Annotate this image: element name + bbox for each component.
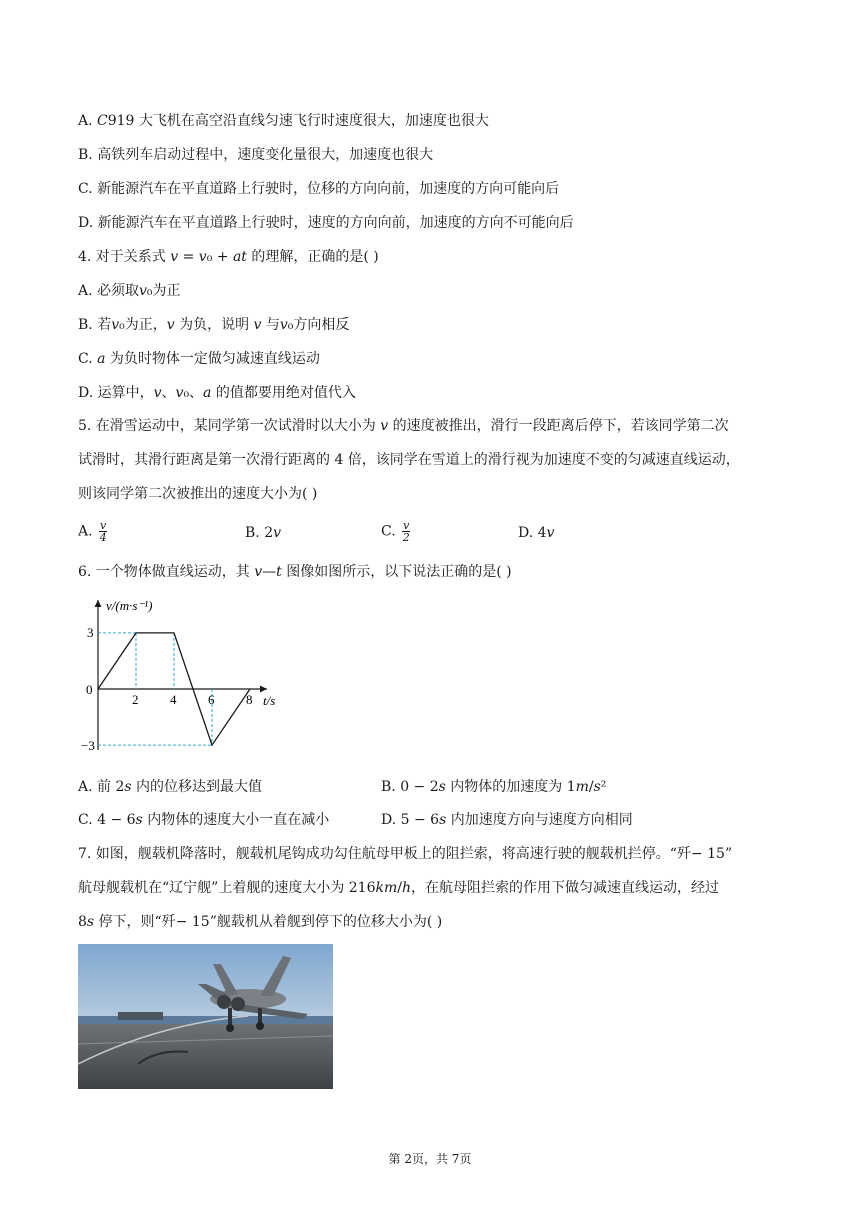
q5-option-d: D. 4𝑣: [518, 525, 555, 541]
q3-option-a: A. 𝐶919 大飞机在高空沿直线匀速飞行时速度很大，加速度也很大: [78, 113, 489, 129]
fighter-jet-landing-photo: [78, 944, 333, 1089]
q5-option-c: C. $\frac{\text{𝑣}}{2}$: [381, 519, 410, 544]
fraction: $\frac{\text{𝑣}}{4}$: [99, 519, 107, 544]
page-footer: 第 2页，共 7页: [388, 1152, 472, 1166]
q5-stem-line1: 5. 在滑雪运动中，某同学第一次试滑时以大小为 𝑣 的速度被推出，滑行一段距离后停下，若该同学第二次: [78, 418, 729, 434]
q6-option-d: D. 5 − 6𝑠 内加速度方向与速度方向相同: [381, 812, 633, 828]
q7-stem-line2: 航母舰载机在“辽宁舰”上着舰的速度大小为 216𝑘𝑚/ℎ，在航母阻拦索的作用下做匀减速直线运动，经过: [78, 880, 719, 896]
origin-label: 0: [86, 682, 93, 697]
x-tick-label: 4: [170, 692, 177, 707]
q5-option-a: A. $\frac{\text{𝑣}}{4}$: [78, 519, 107, 544]
q5-option-b: B. 2𝑣: [245, 525, 282, 541]
q5-stem-line3: 则该同学第二次被推出的速度大小为( ): [78, 486, 318, 502]
q6-option-c: C. 4 − 6𝑠 内物体的速度大小一直在减小: [78, 812, 330, 828]
q4-option-b: B. 若𝑣₀为正，𝑣 为负，说明 𝑣 与𝑣₀方向相反: [78, 317, 350, 333]
x-axis-label: t/s: [263, 693, 276, 708]
x-tick-label: 2: [132, 692, 139, 707]
q6-stem: 6. 一个物体做直线运动，其 𝑣—𝑡 图像如图所示，以下说法正确的是( ): [78, 564, 512, 580]
y-axis-label: v/(m·s⁻¹): [106, 598, 153, 613]
y-tick-label-3: 3: [87, 625, 94, 640]
q4-option-c: C. 𝑎 为负时物体一定做匀减速直线运动: [78, 351, 320, 367]
x-tick-labels: [132, 692, 253, 707]
q4-stem: 4. 对于关系式 𝑣 = 𝑣₀ + 𝑎𝑡 的理解，正确的是( ): [78, 249, 379, 265]
q7-stem-line3: 8𝑠 停下，则“歼− 15”舰载机从着舰到停下的位移大小为( ): [78, 914, 443, 930]
q6-option-b: B. 0 − 2𝑠 内物体的加速度为 1𝑚/𝑠²: [381, 779, 607, 795]
fraction: $\frac{\text{𝑣}}{2}$: [402, 519, 410, 544]
q3-option-c: C. 新能源汽车在平直道路上行驶时，位移的方向向前，加速度的方向可能向后: [78, 181, 560, 197]
q7-stem-line1: 7. 如图，舰载机降落时，舰载机尾钩成功勾住航母甲板上的阻拦索，将高速行驶的舰载机拦停。“歼− 15”: [78, 846, 733, 862]
vt-graph: [81, 590, 305, 755]
y-tick-label-neg3: −3: [81, 738, 95, 753]
q3-option-d: D. 新能源汽车在平直道路上行驶时，速度的方向向前，加速度的方向不可能向后: [78, 215, 574, 231]
x-tick-label: 8: [246, 692, 253, 707]
q4-option-a: A. 必须取𝑣₀为正: [78, 283, 181, 299]
x-tick-label: 6: [208, 692, 215, 707]
q5-stem-line2: 试滑时，其滑行距离是第一次滑行距离的 4 倍，该同学在雪道上的滑行视为加速度不变的匀减速直线运动，: [78, 452, 740, 468]
q4-option-d: D. 运算中，𝑣、𝑣₀、𝑎 的值都要用绝对值代入: [78, 385, 356, 401]
q6-option-a: A. 前 2𝑠 内的位移达到最大值: [78, 779, 263, 795]
q3-option-b: B. 高铁列车启动过程中，速度变化量很大，加速度也很大: [78, 147, 434, 163]
